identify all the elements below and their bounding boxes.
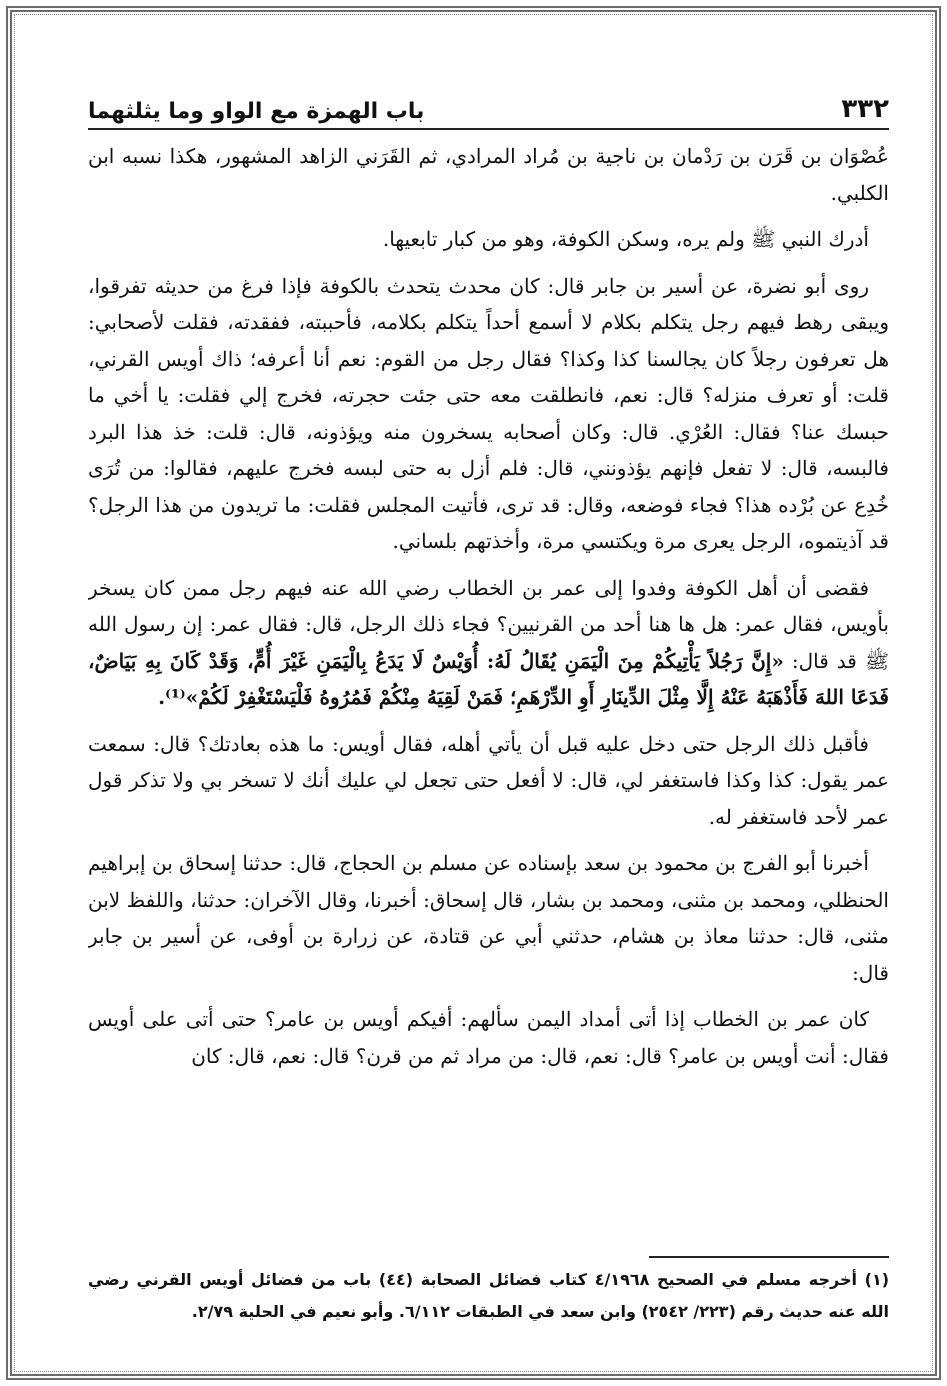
paragraph: فأقبل ذلك الرجل حتى دخل عليه قبل أن يأتي أهله، فقال أويس: ما هذه بعادتك؟ قال: سمعت عمر يقول: كذا وكذا فاستغفر لي، قال: لا أفعل حتى تجعل لي عليك أنك لا تسخر بي ولا تذكر قول عمر لأحد فاستغفر له.: [88, 731, 889, 829]
paragraph-with-hadith: [88, 570, 889, 716]
hadith-quote: «إِنَّ رَجُلاً يَأْتِيكُمْ مِنَ الْيَمَنِ يُقَالُ لَهُ: أُوَيْسٌ لَا يَدَعُ بِالْيَمَنِ غَيْرَ أُمٍّ، وَقَدْ كَانَ بِهِ بَيَاضٌ، فَدَعَا اللهَ فَأَذْهَبَهُ عَنْهُ إِلَّا مِثْلَ الدِّينَارِ أَوِ الدِّرْهَمِ؛ فَمَنْ لَقِيَهُ مِنْكُمْ فَمُرُوهُ فَلْيَسْتَغْفِرْ لَكُمْ»⁽¹⁾.: [88, 648, 889, 709]
paragraph: روى أبو نضرة، عن أسير بن جابر قال: كان محدث يتحدث بالكوفة فإذا فرغ من حديثه تفرقوا، ويبقى رهط فيهم رجل يتكلم بكلام لا أسمع أحداً يتكلم بكلامه، فأحببته، ففقدته، فقلت لأصحابي: هل تعرفون رجلاً كان يجالسنا كذا وكذا؟ فقال رجل من القوم: نعم أنا أعرفه؛ ذاك أويس القرني، قلت: أو تعرف منزله؟ قال: نعم، فانطلقت معه حتى جئت حجرته، فخرج إلي فقلت: يا أخي ما حبسك عنا؟ فقال: العُرْي. قال: وكان أصحابه يسخرون منه ويؤذونه، قال: قلت: خذ هذا البرد فالبسه، قال: لا تفعل فإنهم يؤذونني، قال: فلم أزل به حتى لبسه فخرج عليهم، فقالوا: من تُرَى خُدِع عن بُرْده هذا؟ فجاء فوضعه، وقال: قد ترى، فأتيت المجلس فقلت: ما تريدون من هذا الرجل؟ قد آذيتموه، الرجل يعرى مرة ويكتسي مرة، وأخذتهم بلساني.: [88, 273, 889, 553]
paragraph: أخبرنا أبو الفرج بن محمود بن سعد بإسناده عن مسلم بن الحجاج، قال: حدثنا إسحاق بن إبراهيم الحنظلي، ومحمد بن مثنى، ومحمد بن بشار، قال إسحاق: أخبرنا، وقال الآخران: حدثنا، واللفظ لابن مثنى، قال: حدثنا معاذ بن هشام، حدثني أبي عن قتادة، عن زرارة بن أوفى، عن أسير بن جابر قال:: [88, 851, 889, 985]
page-number: ٣٣٢: [841, 94, 889, 124]
paragraph: أدرك النبي ﷺ ولم يره، وسكن الكوفة، وهو من كبار تابعيها.: [382, 227, 869, 251]
running-title: باب الهمزة مع الواو وما يثلثهما: [88, 99, 425, 124]
paragraph: كان عمر بن الخطاب إذا أتى أمداد اليمن سألهم: أفيكم أويس بن عامر؟ حتى أتى على أويس فقال: أنت أويس بن عامر؟ قال: نعم، قال: من مراد ثم من قرن؟ قال: نعم، قال: كان: [88, 1007, 889, 1068]
paragraph-text: فقضى أن أهل الكوفة وفدوا إلى عمر بن الخطاب رضي الله عنه فيهم رجل ممن كان يسخر بأويس، فقال عمر: هل ها هنا أحد من القرنيين؟ فجاء ذلك الرجل، قال: فقال عمر: إن رسول الله ﷺ قد قال:: [88, 575, 889, 673]
footnote-separator: [649, 1256, 889, 1258]
paragraph: عُصْوَان بن قَرَن بن رَدْمان بن ناجية بن مُراد المرادي، ثم القَرَني الزاهد المشهور، هكذا نسبه ابن الكلبي.: [88, 144, 889, 205]
page-header: [88, 84, 889, 130]
main-text: [88, 138, 889, 1238]
footnote: (١) أخرجه مسلم في الصحيح ٤/١٩٦٨ كتاب فضائل الصحابة (٤٤) باب من فضائل أويس القرني رضي الله عنه حديث رقم (٢٢٣/ ٢٥٤٢) وابن سعد في الطبقات ٦/١١٢. وأبو نعيم في الحلية ٢/٧٩.: [88, 1270, 890, 1321]
